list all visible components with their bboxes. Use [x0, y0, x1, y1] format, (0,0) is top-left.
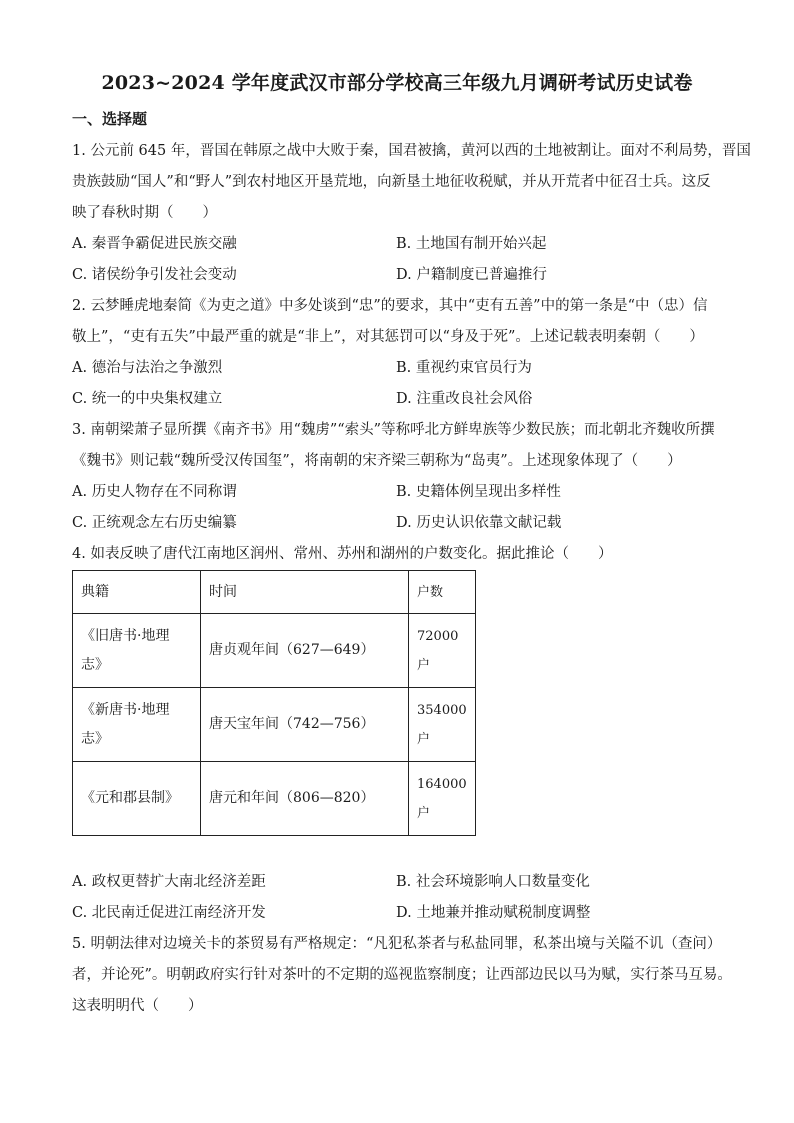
q3-option-b: B. 史籍体例呈现出多样性 [396, 484, 561, 500]
q3-option-c: C. 正统观念左右历史编纂 [72, 515, 237, 531]
q1-option-a: A. 秦晋争霸促进民族交融 [72, 236, 237, 252]
q4-option-b: B. 社会环境影响人口数量变化 [396, 874, 590, 890]
table-cell-time: 唐天宝年间（742—756） [201, 688, 409, 762]
table-cell-time: 唐元和年间（806—820） [201, 762, 409, 836]
q3-option-a: A. 历史人物存在不同称谓 [72, 484, 237, 500]
table-cell-households [409, 688, 476, 762]
q2-option-c: C. 统一的中央集权建立 [72, 391, 223, 407]
q4-option-c: C. 北民南迁促进江南经济开发 [72, 905, 266, 921]
question-4-stem [72, 539, 722, 570]
question-line: 贵族鼓励“国人”和“野人”到农村地区开垦荒地，向新垦土地征收税赋，并从开荒者中征召士兵。这反 [72, 174, 711, 190]
cell-line: 户 [417, 657, 431, 673]
table-row [73, 688, 476, 762]
table-cell-households [409, 614, 476, 688]
q1-option-d: D. 户籍制度已普遍推行 [396, 267, 547, 283]
q2-option-a: A. 德治与法治之争激烈 [72, 360, 223, 376]
table-header-cell: 时间 [201, 571, 409, 614]
table-cell-households [409, 762, 476, 836]
cell-line: 户 [417, 805, 431, 821]
question-3-stem [72, 415, 722, 477]
cell-line: 志》 [81, 656, 109, 673]
question-line: 2. 云梦睡虎地秦简《为吏之道》中多处谈到“忠”的要求，其中“吏有五善”中的第一条是“中（忠）信 [72, 298, 708, 314]
question-line: 5. 明朝法律对边境关卡的茶贸易有严格规定：“凡犯私茶者与私盐同罪，私茶出境与关隘不讥（查问） [72, 936, 722, 952]
cell-line: 《元和郡县制》 [81, 790, 179, 806]
q4-option-d: D. 土地兼并推动赋税制度调整 [396, 905, 591, 921]
cell-line: 72000 [417, 628, 459, 644]
q3-option-d: D. 历史认识依靠文献记载 [396, 515, 562, 531]
question-line: 敬上”，“吏有五失”中最严重的就是“非上”，对其惩罚可以“身及于死”。上述记载表明秦朝（ ） [72, 329, 704, 345]
table-header-cell: 户数 [409, 571, 476, 614]
question-5-stem [72, 929, 732, 1022]
question-line: 这表明明代（ ） [72, 998, 203, 1014]
question-1-stem [72, 136, 751, 229]
cell-line: 志》 [81, 730, 109, 747]
exam-title: 2023~2024 学年度武汉市部分学校高三年级九月调研考试历史试卷 [101, 72, 693, 94]
question-line: 3. 南朝梁萧子显所撰《南齐书》用“魏虏”“索头”等称呼北方鲜卑族等少数民族；而北朝北齐魏收所撰 [72, 422, 715, 438]
table-row [73, 614, 476, 688]
question-line: 者，并论死”。明朝政府实行针对茶叶的不定期的巡视监察制度；让西部边民以马为赋，实行茶马互易。 [72, 967, 732, 983]
table-cell-book [73, 614, 201, 688]
q2-option-d: D. 注重改良社会风俗 [396, 391, 533, 407]
q4-option-a: A. 政权更替扩大南北经济差距 [72, 874, 266, 890]
cell-line: 354000 [417, 702, 467, 718]
table-cell-book [73, 688, 201, 762]
q1-option-b: B. 土地国有制开始兴起 [396, 236, 547, 252]
table-header-cell: 典籍 [73, 571, 201, 614]
table-cell-time: 唐贞观年间（627—649） [201, 614, 409, 688]
q1-option-c: C. 诸侯纷争引发社会变动 [72, 267, 237, 283]
cell-line: 《旧唐书·地理 [81, 627, 170, 644]
household-table [72, 570, 476, 836]
cell-line: 164000 [417, 776, 467, 792]
question-line: 4. 如表反映了唐代江南地区润州、常州、苏州和湖州的户数变化。据此推论（ ） [72, 546, 613, 562]
question-line: 1. 公元前 645 年，晋国在韩原之战中大败于秦，国君被擒，黄河以西的土地被割让。面对不利局势，晋国 [72, 143, 751, 159]
table-cell-book [73, 762, 201, 836]
table-header-row [73, 571, 476, 614]
cell-line: 户 [417, 731, 431, 747]
cell-line: 《新唐书·地理 [81, 701, 170, 718]
question-line: 《魏书》则记载“魏所受汉传国玺”，将南朝的宋齐梁三朝称为“岛夷”。上述现象体现了（ ） [72, 453, 682, 469]
table-row [73, 762, 476, 836]
section-heading: 一、选择题 [72, 110, 148, 128]
q2-option-b: B. 重视约束官员行为 [396, 360, 532, 376]
question-2-stem [72, 291, 722, 353]
question-line: 映了春秋时期（ ） [72, 205, 217, 221]
